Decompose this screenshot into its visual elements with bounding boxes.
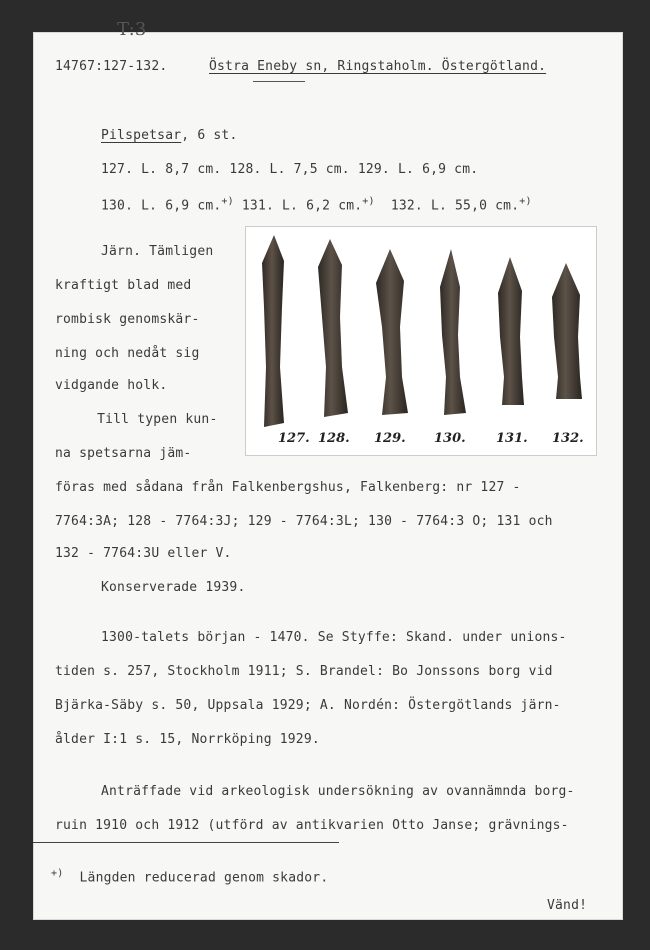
- comparison-line: 132 - 7764:3U eller V.: [55, 546, 232, 561]
- dating-line: Bjärka-Säby s. 50, Uppsala 1929; A. Nordén: Östergötlands järn-: [55, 698, 561, 713]
- arrowheads-photo: [245, 226, 597, 456]
- footnote-mark: +): [51, 868, 64, 879]
- desc-line: na spetsarna jäm-: [55, 446, 192, 461]
- footnote: [51, 866, 328, 886]
- desc-line: Järn. Tämligen: [101, 244, 214, 259]
- find-location: Östra Eneby sn, Ringstaholm. Östergötland.: [209, 59, 547, 74]
- handwritten-underline: [253, 81, 305, 82]
- arrowhead-128: [318, 239, 348, 417]
- photo-label: 132.: [552, 431, 584, 446]
- find-line: ruin 1910 och 1912 (utförd av antikvarien Otto Janse; grävnings-: [55, 818, 569, 833]
- handwritten-mark: T:3: [117, 19, 147, 40]
- arrowhead-132: [552, 263, 582, 399]
- desc-line: kraftigt blad med: [55, 278, 192, 293]
- arrowhead-130: [440, 249, 466, 415]
- object-title-count: , 6 st.: [181, 128, 238, 143]
- desc-line: rombisk genomskär-: [55, 312, 200, 327]
- measurements-line-1: 127. L. 8,7 cm. 128. L. 7,5 cm. 129. L. 6,9 cm.: [101, 162, 479, 177]
- catalog-number: 14767:127-132.: [55, 59, 168, 74]
- desc-line: ning och nedåt sig: [55, 346, 200, 361]
- dating-line: tiden s. 257, Stockholm 1911; S. Brandel: Bo Jonssons borg vid: [55, 664, 553, 679]
- object-title-name: Pilspetsar: [101, 128, 182, 143]
- photo-label: 130.: [434, 431, 466, 446]
- arrowhead-127: [262, 235, 284, 427]
- arrowheads-image: [246, 227, 596, 455]
- turn-over-note: Vänd!: [547, 898, 588, 913]
- object-title: [101, 128, 237, 144]
- footnote-separator: [33, 842, 339, 843]
- measurements-line-2: 130. L. 6,9 cm.+) 131. L. 6,2 cm.+) 132. L. 55,0 cm.+): [101, 196, 532, 214]
- photo-label: 127.: [278, 431, 310, 446]
- photo-label: 128.: [318, 431, 350, 446]
- find-line: Anträffade vid arkeologisk undersökning av ovannämnda borg-: [101, 784, 575, 799]
- footnote-text: Längden reducerad genom skador.: [79, 870, 329, 886]
- comparison-line: föras med sådana från Falkenbergshus, Falkenberg: nr 127 -: [55, 480, 521, 495]
- conservation-note: Konserverade 1939.: [101, 580, 246, 595]
- desc-line: Till typen kun-: [73, 412, 218, 427]
- photo-label: 129.: [374, 431, 406, 446]
- dating-line: ålder I:1 s. 15, Norrköping 1929.: [55, 732, 320, 747]
- comparison-line: 7764:3A; 128 - 7764:3J; 129 - 7764:3L; 130 - 7764:3 O; 131 och: [55, 514, 553, 529]
- arrowhead-131: [498, 257, 524, 405]
- desc-line: vidgande holk.: [55, 378, 168, 393]
- photo-label: 131.: [496, 431, 528, 446]
- dating-line: 1300-talets början - 1470. Se Styffe: Skand. under unions-: [101, 630, 567, 645]
- catalog-card: [33, 19, 623, 920]
- arrowhead-129: [376, 249, 408, 415]
